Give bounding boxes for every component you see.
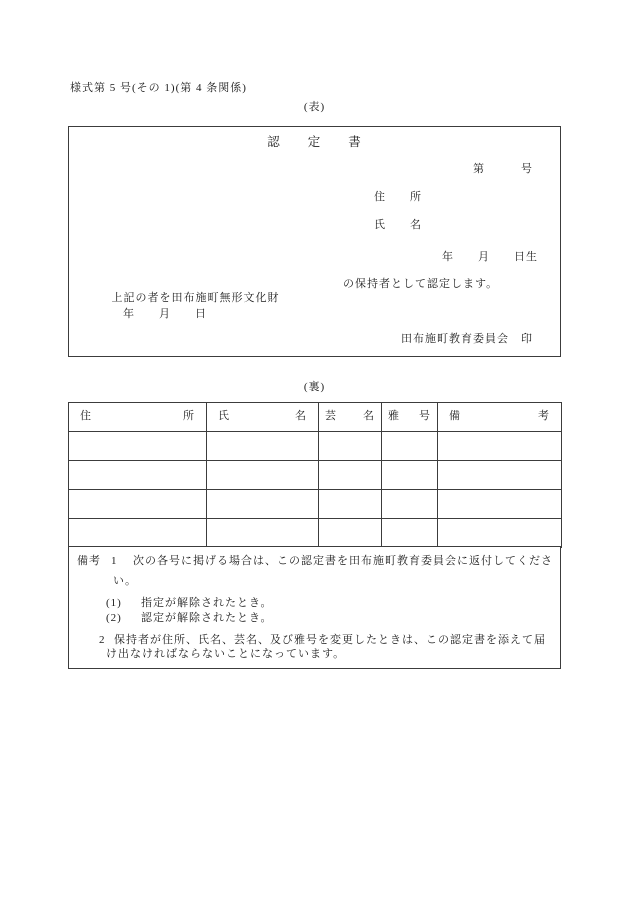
header-text: 号 [419, 410, 431, 423]
header-text: 雅 [388, 410, 400, 423]
certification-sentence-lead: 上記の者を田布施町無形文化財 [111, 291, 280, 304]
empty-cell [319, 490, 382, 519]
header-text: 名 [363, 410, 375, 423]
empty-cell [382, 461, 438, 490]
certification-sentence-tail: の保持者として認定します。 [343, 278, 499, 290]
certificate-number-line: 第 号 [473, 163, 533, 175]
note-subitem2-text: 認定が解除されたとき。 [141, 612, 273, 624]
table-row [69, 519, 562, 548]
header-text: 芸 [325, 410, 337, 423]
empty-cell [438, 519, 562, 548]
table-row [69, 490, 562, 519]
header-text: 名 [295, 410, 307, 423]
table-row [69, 432, 562, 461]
empty-cell [69, 519, 207, 548]
address-label: 住 所 [374, 191, 422, 203]
note-item2-number: 2 [99, 634, 106, 646]
header-text: 備 [449, 410, 461, 423]
column-header-remarks [438, 403, 562, 432]
front-side-label: (表) [303, 101, 326, 113]
empty-cell [382, 519, 438, 548]
empty-cell [207, 461, 319, 490]
empty-cell [207, 519, 319, 548]
empty-cell [207, 432, 319, 461]
header-text: 住 [80, 410, 92, 423]
note-subitem1-number: (1) [106, 597, 122, 609]
issuer-line: 田布施町教育委員会 印 [401, 333, 533, 345]
empty-cell [69, 432, 207, 461]
empty-cell [69, 461, 207, 490]
column-header-address [69, 403, 207, 432]
notes-box [68, 546, 561, 669]
empty-cell [319, 461, 382, 490]
column-header-name [207, 403, 319, 432]
note-item1-text-line1: 次の各号に掲げる場合は、この認定書を田布施町教育委員会に返付してくださ [133, 555, 553, 567]
header-text: 氏 [218, 410, 230, 423]
note-item2-text-line1: 保持者が住所、氏名、芸名、及び雅号を変更したときは、この認定書を添えて届 [114, 634, 546, 646]
issue-date-line: 年 月 日 [123, 308, 207, 320]
empty-cell [438, 490, 562, 519]
notes-label: 備考 [77, 555, 101, 567]
empty-cell [382, 432, 438, 461]
empty-cell [438, 461, 562, 490]
empty-cell [438, 432, 562, 461]
certificate-title: 認 定 書 [267, 135, 362, 149]
table-row [69, 461, 562, 490]
header-text: 所 [183, 410, 195, 423]
note-item1-number: 1 [111, 555, 118, 567]
empty-cell [319, 519, 382, 548]
column-header-pen-name [382, 403, 438, 432]
note-item1-text-line2: い。 [113, 575, 137, 587]
note-subitem2-number: (2) [106, 612, 122, 624]
name-label: 氏 名 [374, 219, 422, 231]
column-header-stage-name [319, 403, 382, 432]
empty-cell [207, 490, 319, 519]
back-table [68, 402, 562, 548]
empty-cell [382, 490, 438, 519]
certificate-box [68, 126, 561, 357]
empty-cell [69, 490, 207, 519]
header-text: 考 [538, 410, 550, 423]
back-side-label: (裏) [303, 381, 326, 393]
certification-sentence [89, 278, 549, 304]
table-header-row [69, 403, 562, 432]
birthdate-line: 年 月 日生 [442, 251, 538, 263]
empty-cell [319, 432, 382, 461]
form-number: 様式第 5 号(その 1)(第 4 条関係) [70, 82, 247, 94]
note-item2-text-line2: け出なければならないことになっています。 [106, 648, 346, 660]
note-subitem1-text: 指定が解除されたとき。 [141, 597, 273, 609]
